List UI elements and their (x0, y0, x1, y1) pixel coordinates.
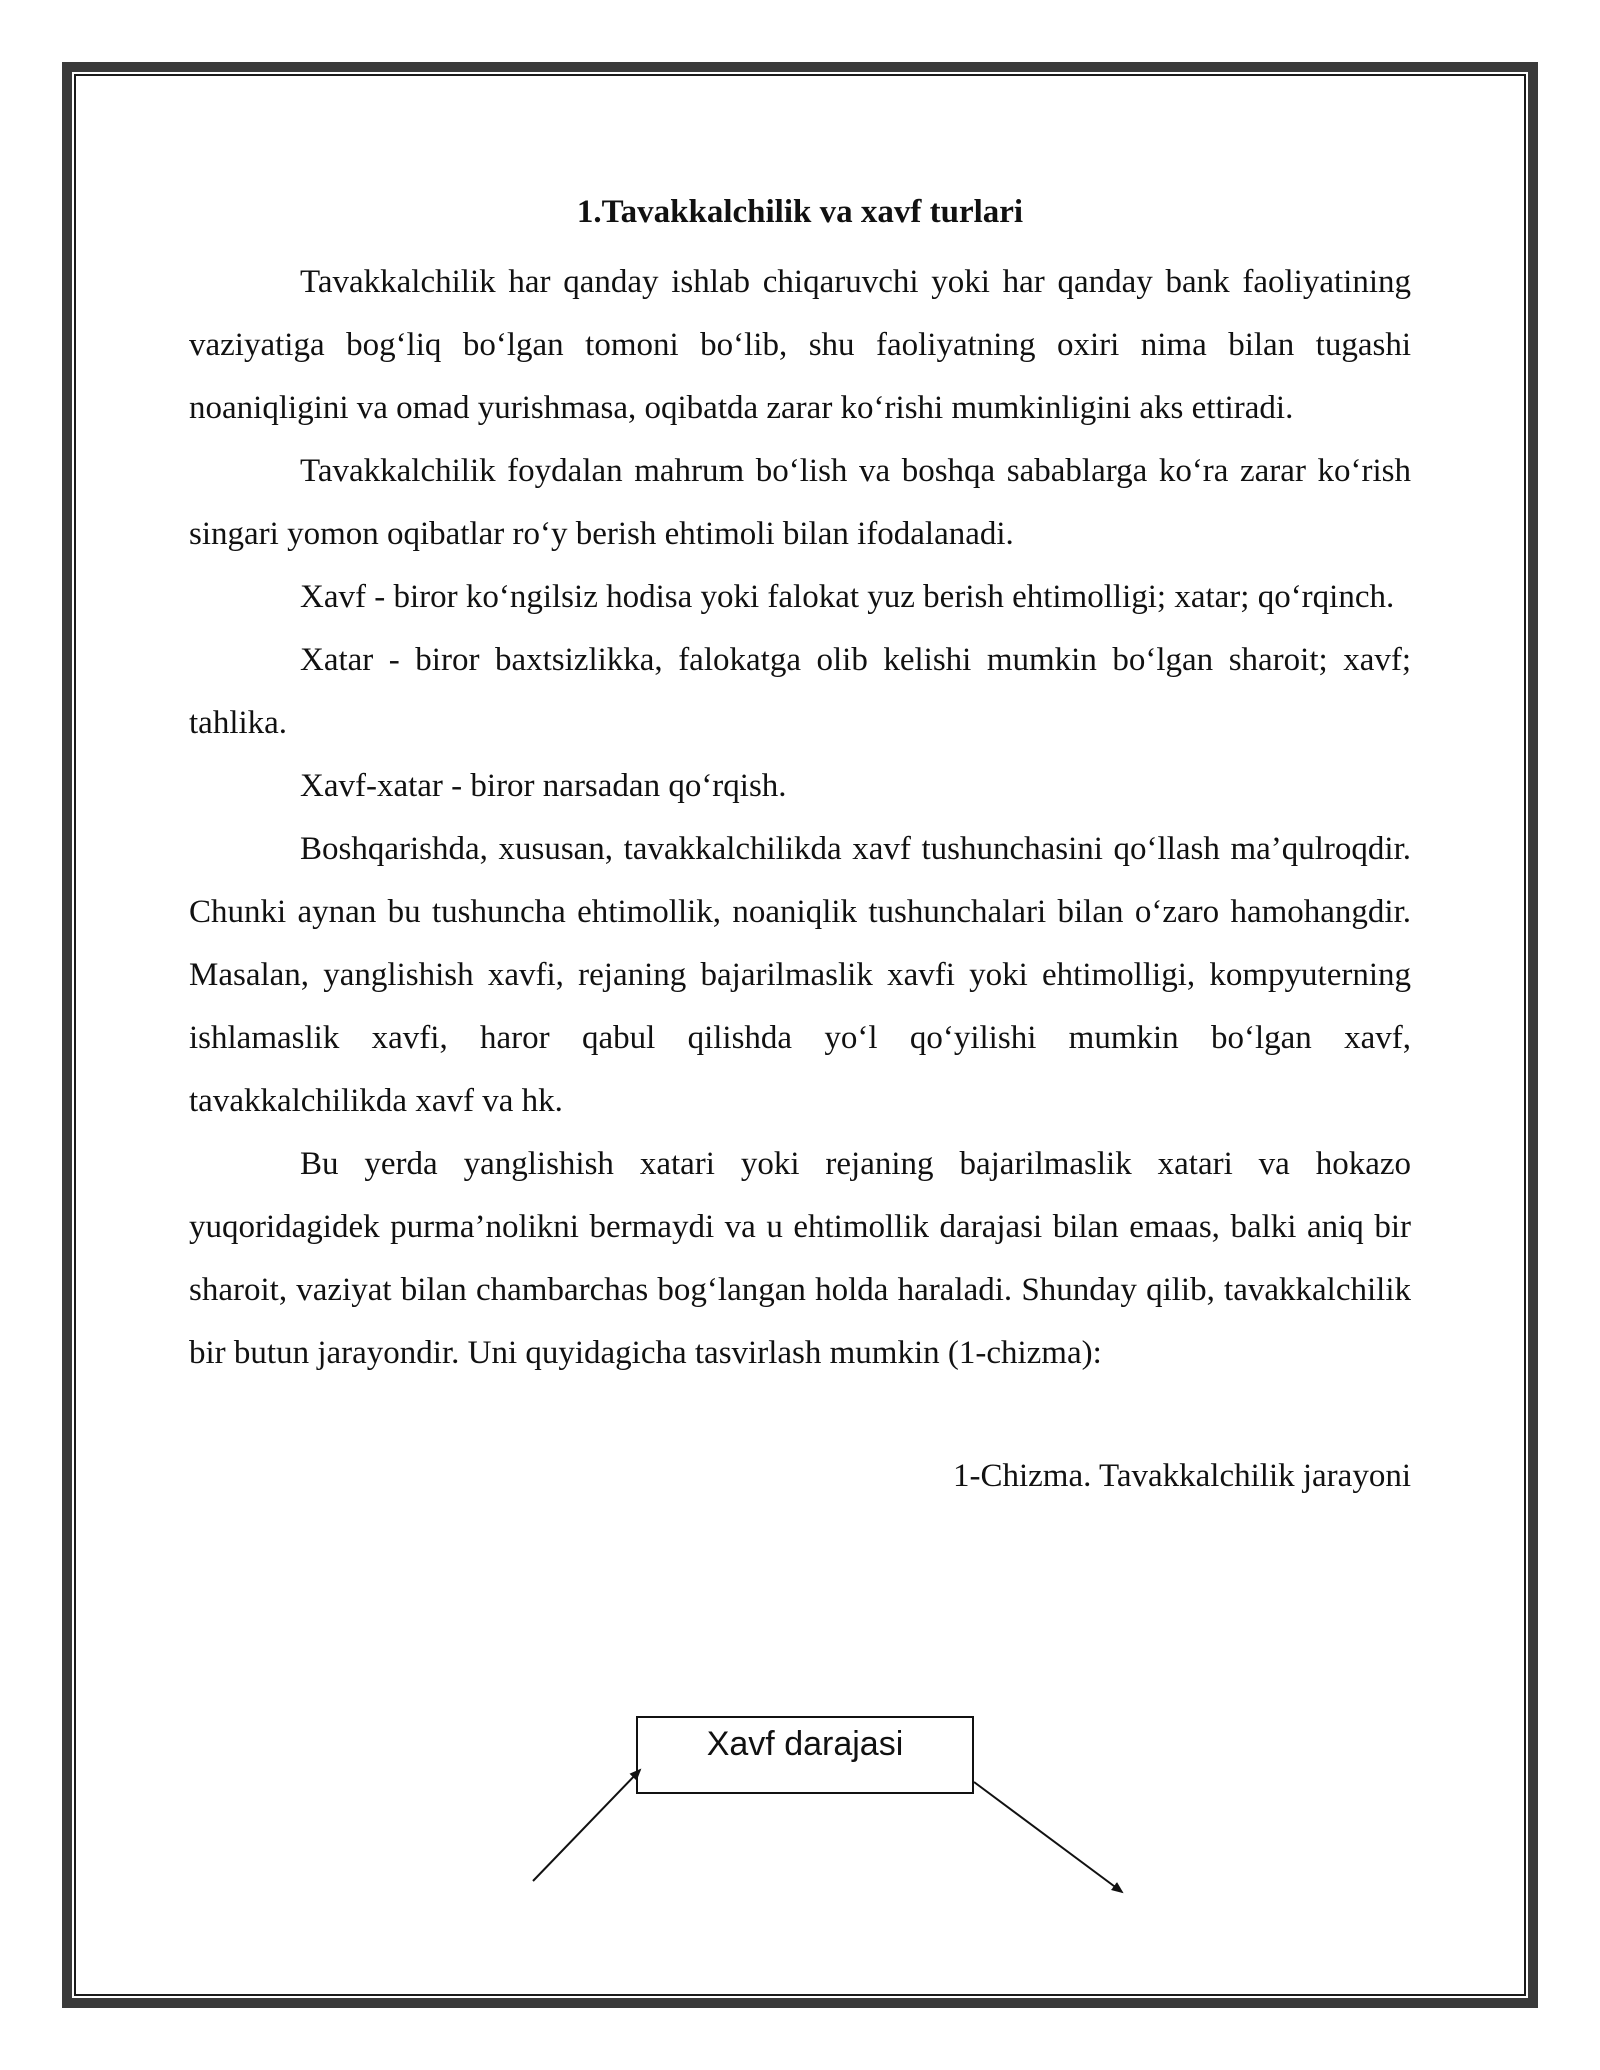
paragraph-5: Xavf-xatar - biror narsadan qo‘rqish. (300, 768, 787, 804)
figure-caption: 1-Chizma. Tavakkalchilik jarayoni (952, 1458, 1411, 1494)
paragraph-7: Bu yerda yanglishish xatari yoki rejaning bajarilmaslik xatari va hokazo yuqoridagidek purma’nolikni bermaydi va u ehtimollik darajasi bilan emaas, balki aniq bir sharoit, vaziyat bilan chambarchas bog‘langan holda haraladi. Shunday qilib, tavakkalchilik bir butun jarayondir. Uni quyidagicha tasvirlash mumkin (1-chizma): (189, 1146, 1411, 1371)
paragraph-2: Tavakkalchilik foydalan mahrum bo‘lish va boshqa sabablarga ko‘ra zarar ko‘rish singari yomon oqibatlar ro‘y berish ehtimoli bilan ifodalanadi. (189, 453, 1411, 552)
paragraph-1: Tavakkalchilik har qanday ishlab chiqaruvchi yoki har qanday bank faoliyatining vaziyatiga bog‘liq bo‘lgan tomoni bo‘lib, shu faoliyatning oxiri nima bilan tugashi noaniqligini va omad yurishmasa, oqibatda zarar ko‘rishi mumkinligini aks ettiradi. (189, 264, 1411, 426)
paragraph-4: Xatar - biror baxtsizlikka, falokatga olib kelishi mumkin bo‘lgan sharoit; xavf; tahlika. (189, 642, 1411, 741)
paragraph-6: Boshqarishda, xususan, tavakkalchilikda xavf tushunchasini qo‘llash ma’qulroqdir. Chunki aynan bu tushuncha ehtimollik, noaniqlik tushunchalari bilan o‘zaro hamohangdir. Masalan, yanglishish xavfi, rejaning bajarilmaslik xavfi yoki ehtimolligi, kompyuterning ishlamaslik xavfi, haror qabul qilishda yo‘l qo‘yilishi mumkin bo‘lgan xavf, tavakkalchilikda xavf va hk. (189, 831, 1411, 1119)
section-heading: 1.Tavakkalchilik va xavf turlari (576, 194, 1024, 230)
paragraph-3: Xavf - biror ko‘ngilsiz hodisa yoki falokat yuz berish ehtimolligi; xatar; qo‘rqinch. (300, 579, 1395, 615)
diagram-box-risk-level: Xavf darajasi (636, 1716, 974, 1794)
document-body (189, 188, 1411, 1508)
